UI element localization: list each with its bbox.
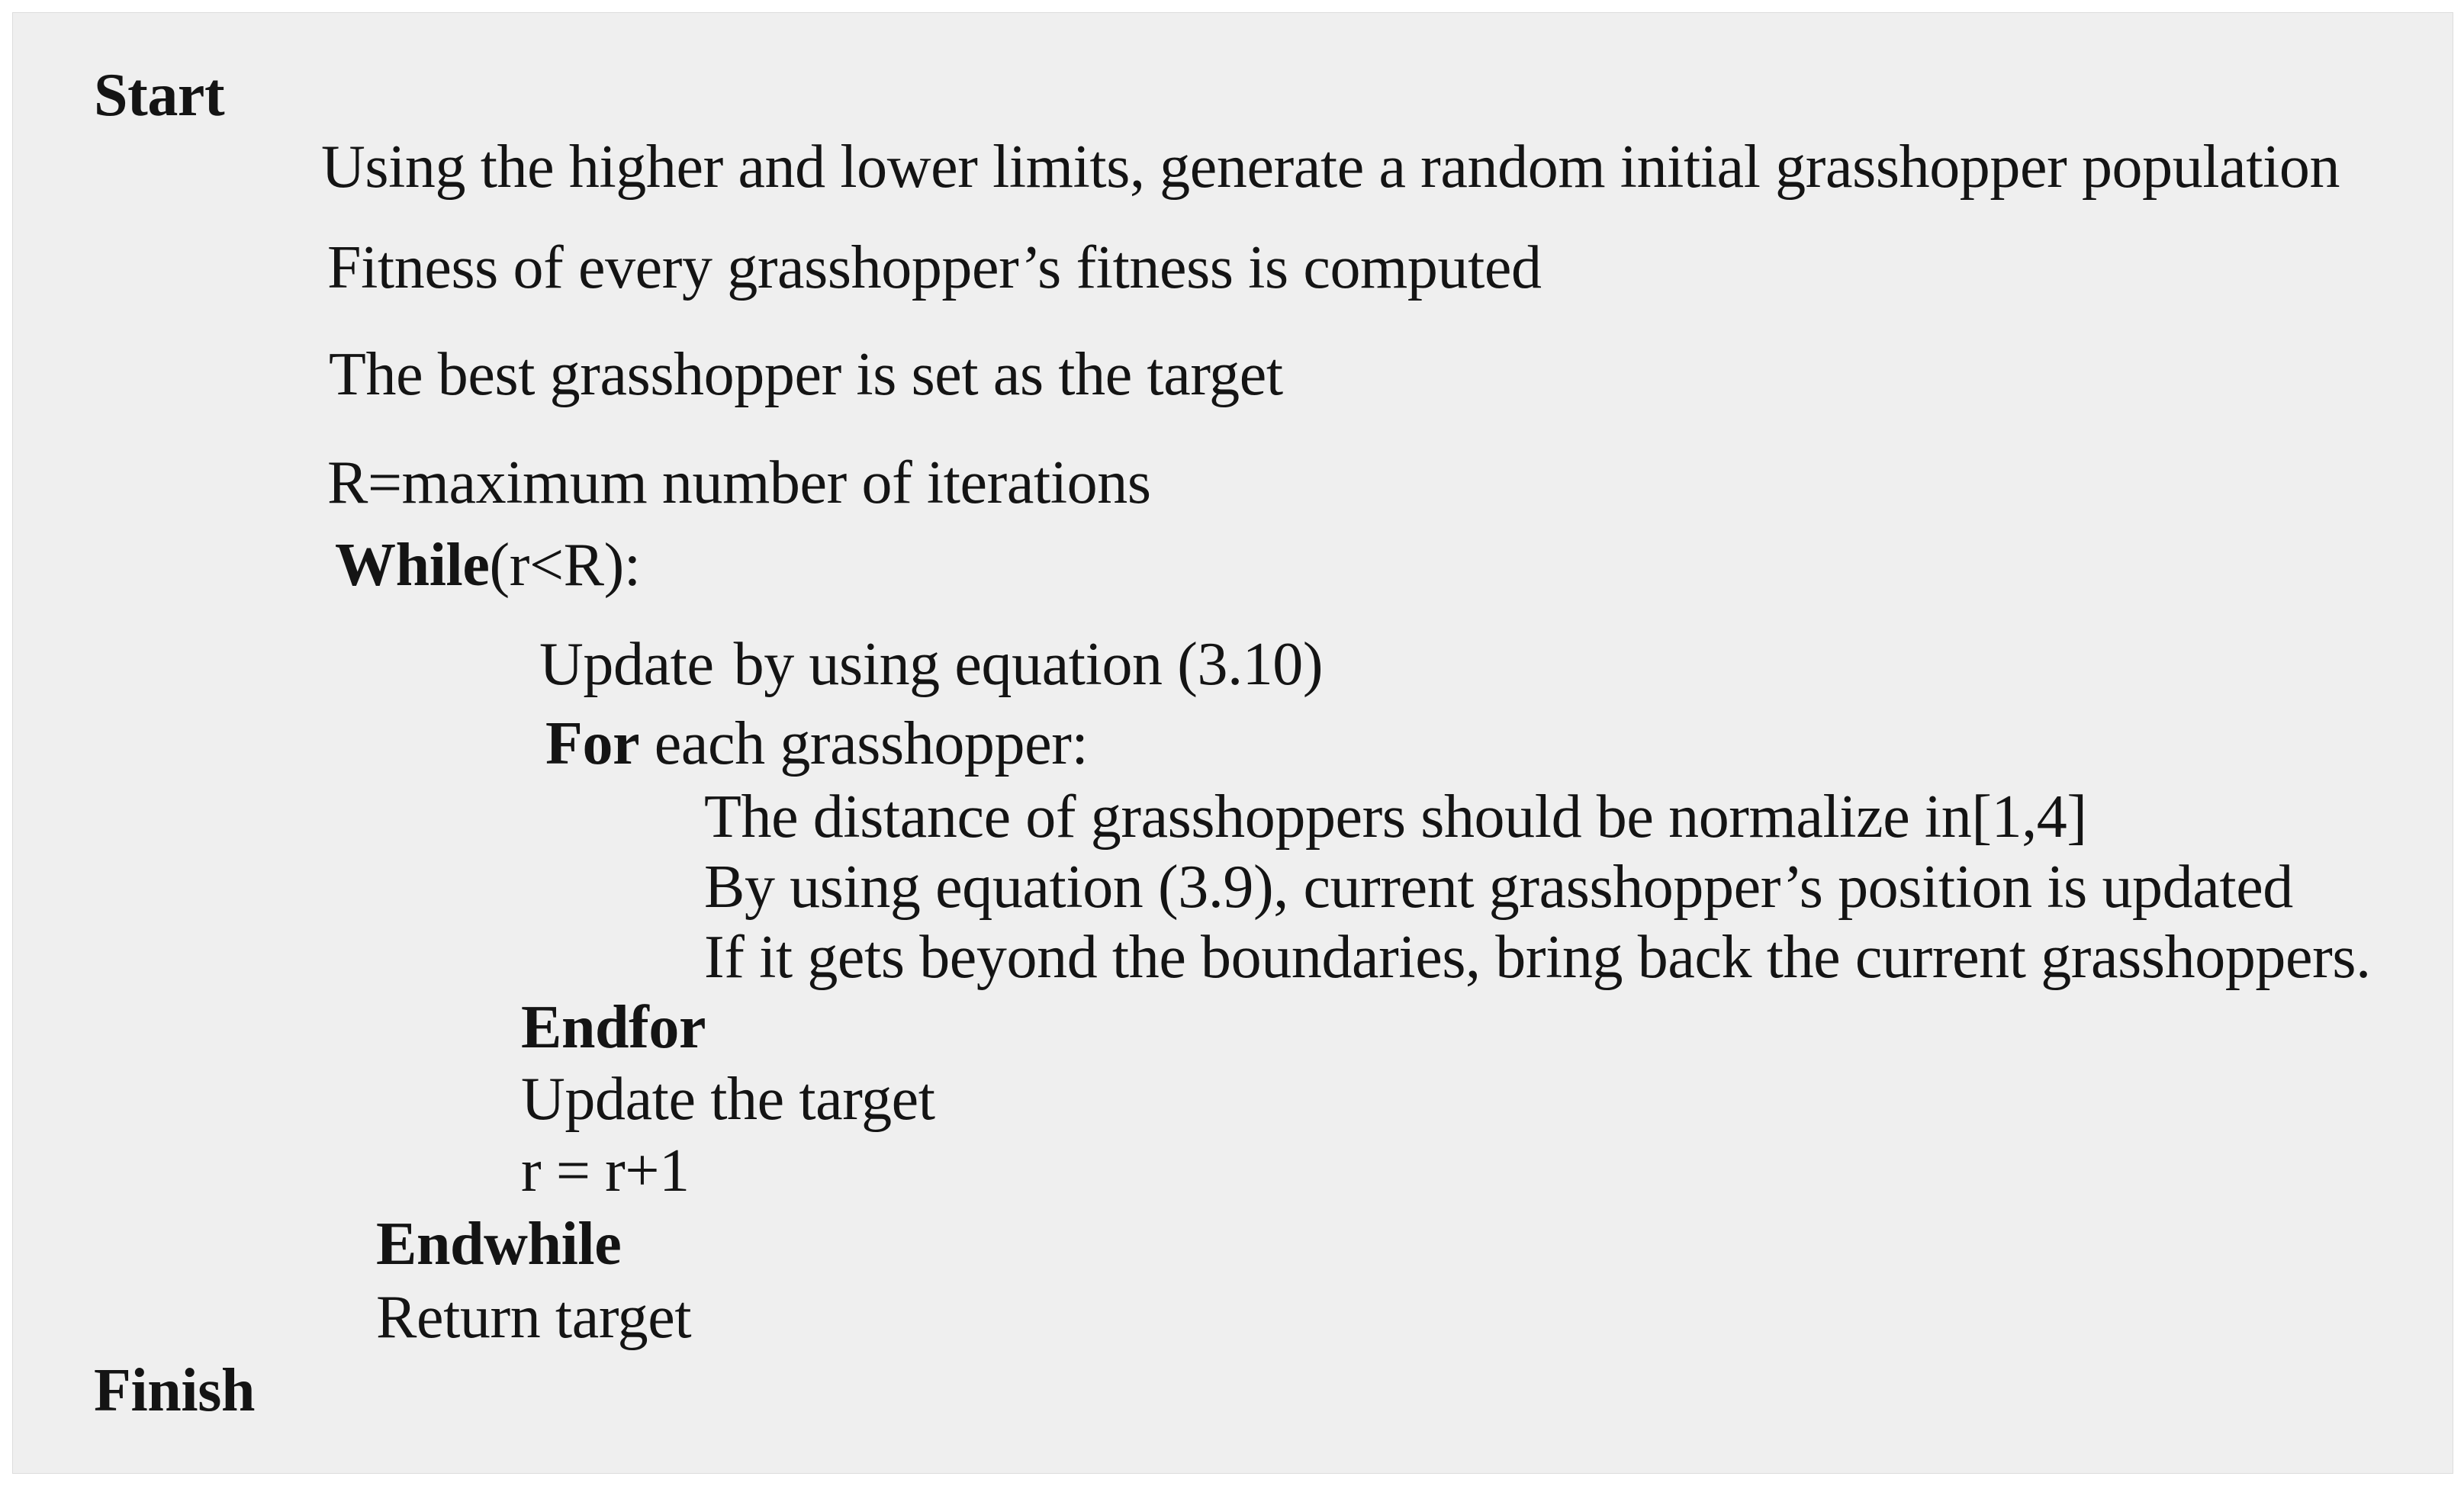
for-line xyxy=(545,710,1089,777)
pseudocode-panel xyxy=(12,12,2453,1474)
return-target-line: Return target xyxy=(376,1284,692,1351)
start-keyword: Start xyxy=(94,62,225,129)
init-population-line: Using the higher and lower limits, generate a random initial grasshopper population xyxy=(321,133,2340,201)
while-condition: (r<R): xyxy=(489,532,641,599)
boundary-check-line: If it gets beyond the boundaries, bring back the current grasshoppers. xyxy=(704,924,2371,991)
best-target-line: The best grasshopper is set as the target xyxy=(329,341,1283,408)
while-line xyxy=(335,532,641,599)
endfor-keyword: Endfor xyxy=(521,994,706,1061)
normalize-distance-line: The distance of grasshoppers should be normalize in[1,4] xyxy=(704,783,2087,851)
update-c-label: Update xyxy=(539,631,714,698)
update-c-line xyxy=(539,631,1324,698)
update-target-line: Update the target xyxy=(521,1066,935,1133)
endwhile-keyword: Endwhile xyxy=(376,1211,622,1278)
for-keyword: For xyxy=(545,710,640,777)
for-rest: each grasshopper: xyxy=(654,710,1089,777)
fitness-line: Fitness of every grasshopper’s fitness is computed xyxy=(327,234,1542,301)
update-position-line: By using equation (3.9), current grasshopper’s position is updated xyxy=(704,854,2293,921)
increment-line: r = r+1 xyxy=(521,1137,690,1205)
finish-keyword: Finish xyxy=(94,1357,256,1424)
update-c-equation: by using equation (3.10) xyxy=(733,631,1324,698)
while-keyword: While xyxy=(335,532,490,599)
max-iterations-line: R=maximum number of iterations xyxy=(327,449,1151,516)
